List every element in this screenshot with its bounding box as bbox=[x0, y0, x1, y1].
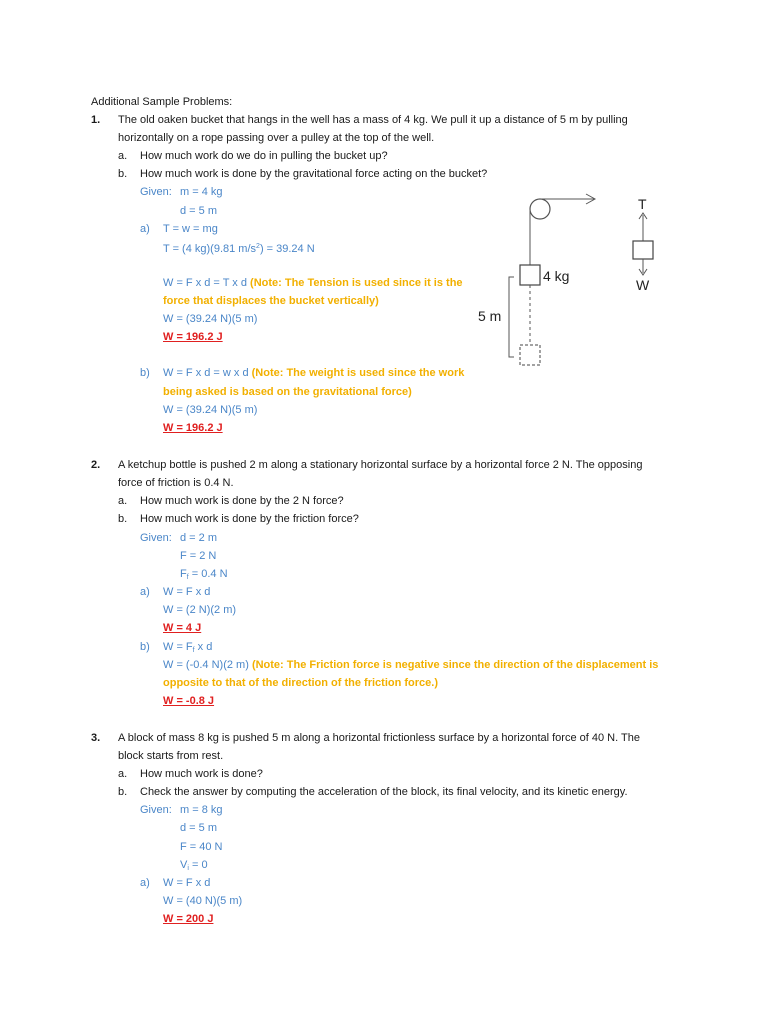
problem-2-given-friction: $F_f = 0.4$ N bbox=[180, 568, 228, 581]
pulley-diagram bbox=[470, 185, 670, 375]
page-heading: Additional Sample Problems: bbox=[91, 96, 233, 108]
problem-3-given-mass: m = 8 kg bbox=[180, 804, 223, 816]
problem-3-given-distance: d = 5 m bbox=[180, 822, 217, 834]
problem-1-a-note-line-2: force that displaces the bucket vertically) bbox=[163, 295, 379, 307]
problem-1-text-line-1: The old oaken bucket that hangs in the well has a mass of 4 kg. We pull it up a distance of 5 m by pulling bbox=[118, 114, 628, 126]
bucket-initial-box bbox=[520, 345, 540, 365]
problem-2-b-note: (Note: The Friction force is negative since the direction of the displacement is bbox=[251, 659, 659, 671]
problem-2-answer-b-label: b) bbox=[140, 641, 150, 653]
problem-2-a-line-2: W = (2 N)(2 m) bbox=[163, 604, 237, 616]
problem-3-question-a: How much work is done? bbox=[140, 768, 263, 780]
problem-2-b-answer: W = -0.8 J bbox=[163, 695, 215, 707]
problem-1-number: 1. bbox=[91, 114, 101, 126]
problem-1-a-note: (Note: The Tension is used since it is the bbox=[250, 277, 463, 289]
problem-3-number: 3. bbox=[91, 732, 101, 744]
free-body-box bbox=[633, 241, 653, 259]
problem-3-text-line-2: block starts from rest. bbox=[118, 750, 224, 762]
problem-2-a-answer: W = 4 J bbox=[163, 622, 202, 634]
problem-1-b-note-line-2: being asked is based on the gravitational force) bbox=[163, 386, 412, 398]
tension-label: T bbox=[638, 196, 647, 212]
problem-1-b-answer: W = 196.2 J bbox=[163, 422, 223, 434]
problem-3-a-line-1: W = F x d bbox=[163, 877, 211, 889]
problem-2-answer-a-label: a) bbox=[140, 586, 150, 598]
problem-1-a-line-1: T = w = mg bbox=[163, 223, 218, 235]
problem-2-given-distance: d = 2 m bbox=[180, 532, 217, 544]
problem-1-question-a: How much work do we do in pulling the bucket up? bbox=[140, 150, 388, 162]
problem-2-a-line-1: W = F x d bbox=[163, 586, 211, 598]
problem-3-given-velocity: $V_i = 0$ bbox=[180, 859, 208, 872]
problem-1-a-line-3: W = F x d = T x d (Note: The Tension is used since it is the bbox=[163, 277, 463, 289]
problem-2-b-line-1: $W = F_f$ x d bbox=[163, 641, 213, 654]
problem-3-answer-a-label: a) bbox=[140, 877, 150, 889]
problem-2-number: 2. bbox=[91, 459, 101, 471]
problem-1-b-note: (Note: The weight is used since the work bbox=[251, 367, 465, 379]
problem-2-b-note-line-2: opposite to that of the direction of the friction force.) bbox=[163, 677, 438, 689]
problem-3-text-line-1: A block of mass 8 kg is pushed 5 m along a horizontal frictionless surface by a horizontal force of 40 N. The bbox=[118, 732, 640, 744]
problem-2-b-line-2: W = (-0.4 N)(2 m) (Note: The Friction force is negative since the direction of the displacement is bbox=[163, 659, 659, 671]
problem-3-a-line-2: W = (40 N)(5 m) bbox=[163, 895, 243, 907]
problem-1-qa-label: a. bbox=[118, 150, 128, 162]
problem-1-a-answer: W = 196.2 J bbox=[163, 331, 223, 343]
problem-2-question-a: How much work is done by the 2 N force? bbox=[140, 495, 344, 507]
problem-2-given-force: F = 2 N bbox=[180, 550, 217, 562]
problem-1-question-b: How much work is done by the gravitational force acting on the bucket? bbox=[140, 168, 488, 180]
distance-label: 5 m bbox=[478, 308, 502, 324]
problem-1-answer-a-label: a) bbox=[140, 223, 150, 235]
problem-3-qa-label: a. bbox=[118, 768, 128, 780]
problem-1-b-line-3: W = (39.24 N)(5 m) bbox=[163, 404, 258, 416]
problem-3-question-b: Check the answer by computing the acceleration of the block, its final velocity, and its kinetic energy. bbox=[140, 786, 628, 798]
mass-label: 4 kg bbox=[543, 268, 570, 284]
bucket-box bbox=[520, 265, 540, 285]
problem-1-qb-label: b. bbox=[118, 168, 128, 180]
problem-1-a-line-5: W = (39.24 N)(5 m) bbox=[163, 313, 258, 325]
pulley-icon bbox=[530, 199, 550, 219]
problem-1-given-distance: d = 5 m bbox=[180, 205, 217, 217]
problem-3-given-label: Given: bbox=[140, 804, 172, 816]
problem-1-given-mass: m = 4 kg bbox=[180, 186, 223, 198]
problem-1-text-line-2: horizontally on a rope passing over a pulley at the top of the well. bbox=[118, 132, 435, 144]
problem-3-a-answer: W = 200 J bbox=[163, 913, 214, 925]
weight-label: W bbox=[636, 277, 650, 293]
problem-2-text-line-1: A ketchup bottle is pushed 2 m along a stationary horizontal surface by a horizontal force 2 N. The opposing bbox=[118, 459, 643, 471]
problem-2-given-label: Given: bbox=[140, 532, 172, 544]
problem-2-qa-label: a. bbox=[118, 495, 128, 507]
problem-3-qb-label: b. bbox=[118, 786, 128, 798]
problem-2-qb-label: b. bbox=[118, 513, 128, 525]
problem-2-text-line-2: force of friction is 0.4 N. bbox=[118, 477, 234, 489]
problem-2-question-b: How much work is done by the friction force? bbox=[140, 513, 359, 525]
problem-1-given-label: Given: bbox=[140, 186, 172, 198]
problem-1-a-line-2: T = (4 kg)(9.81 $m/s^2) = 39.24$ N bbox=[163, 243, 315, 255]
problem-1-answer-b-label: b) bbox=[140, 367, 150, 379]
problem-1-b-line-1: W = F x d = w x d (Note: The weight is used since the work bbox=[163, 367, 465, 379]
problem-3-given-force: F = 40 N bbox=[180, 841, 223, 853]
distance-bracket bbox=[509, 277, 514, 357]
